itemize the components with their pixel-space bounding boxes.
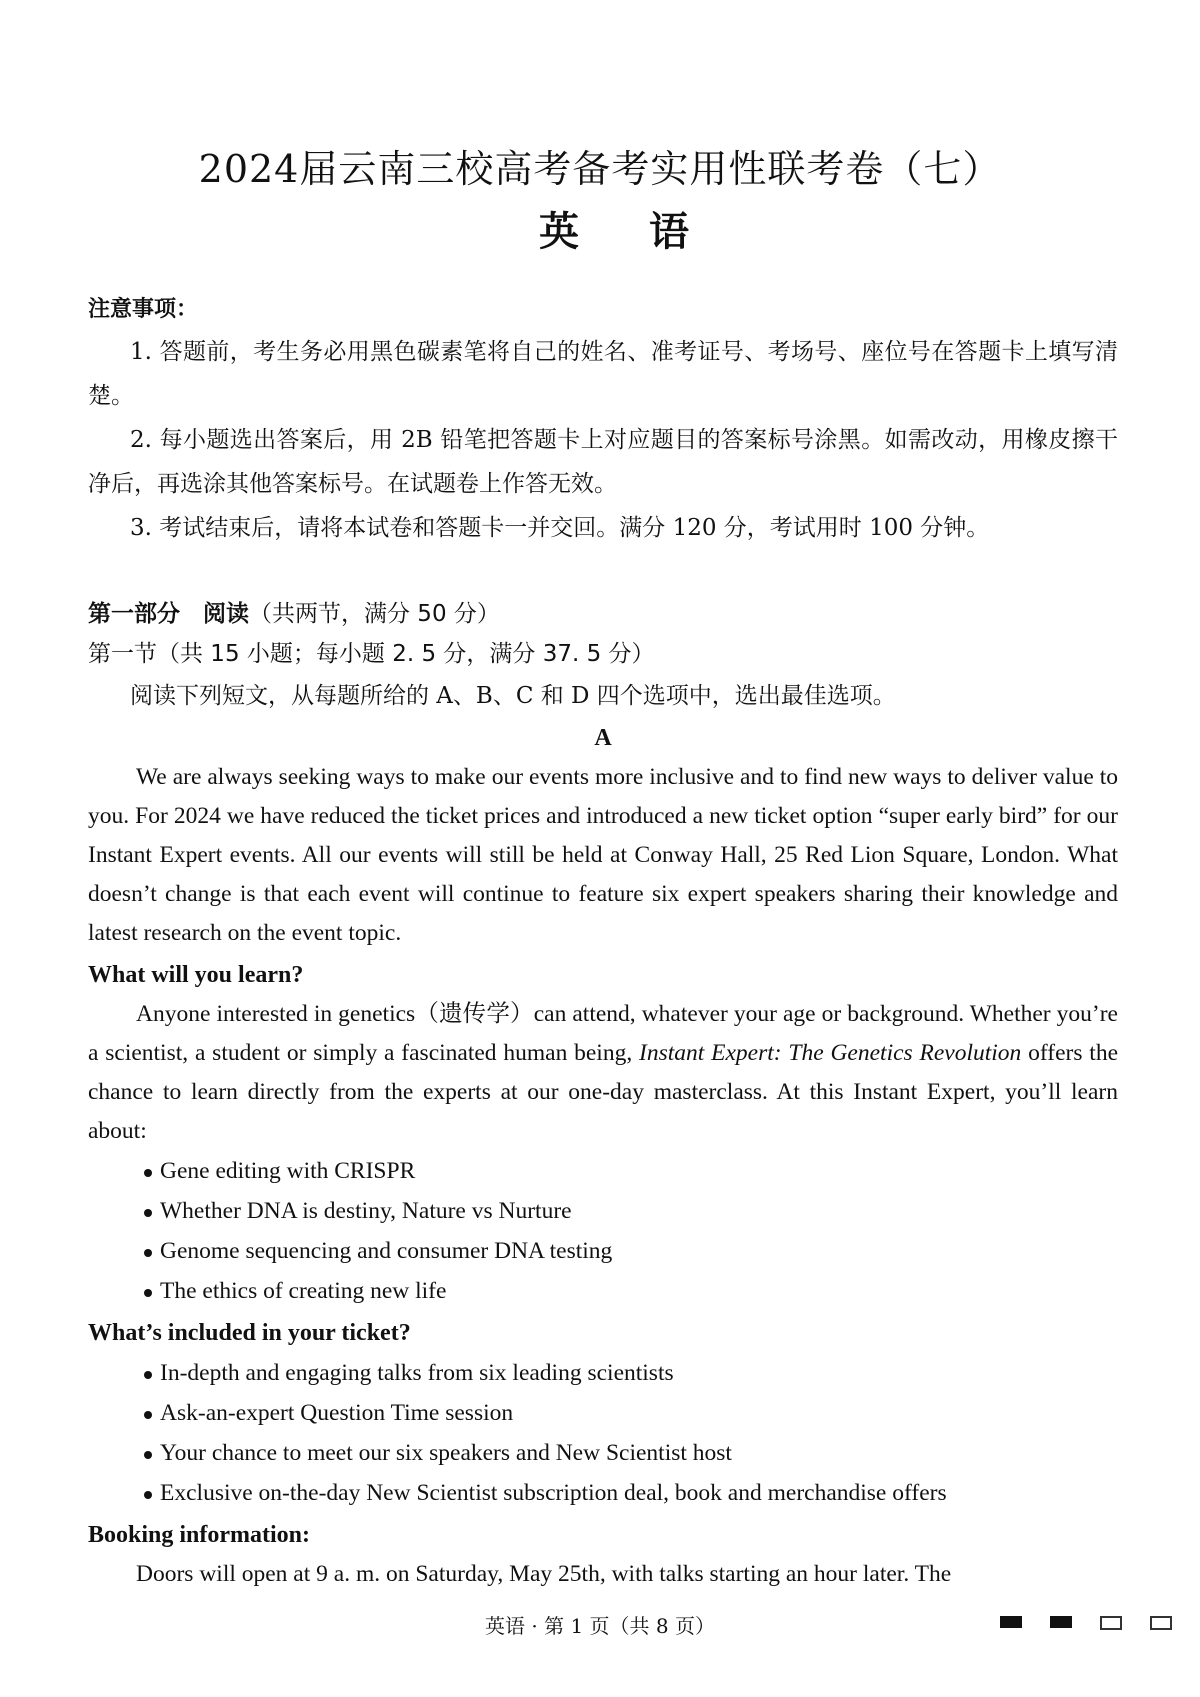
list-item-text: Gene editing with CRISPR bbox=[160, 1158, 416, 1184]
exam-title: 2024届云南三校高考备考实用性联考卷（七） bbox=[198, 147, 1002, 191]
list-item bbox=[144, 1393, 1118, 1433]
part-one bbox=[88, 594, 1118, 1594]
list-item bbox=[144, 1271, 1118, 1311]
learn-paragraph bbox=[88, 995, 1118, 1151]
bullet-icon bbox=[144, 1209, 152, 1217]
ticket-list bbox=[88, 1353, 1118, 1513]
bullet-icon bbox=[144, 1249, 152, 1257]
list-item-text: Exclusive on-the-day New Scientist subscription deal, book and merchandise offers bbox=[160, 1480, 947, 1506]
bullet-icon bbox=[144, 1491, 152, 1499]
bullet-icon bbox=[144, 1289, 152, 1297]
passage-letter: A bbox=[594, 725, 612, 751]
booking-heading: Booking information: bbox=[88, 1522, 311, 1548]
list-item bbox=[144, 1151, 1118, 1191]
bullet-icon bbox=[144, 1169, 152, 1177]
filled-mark-icon bbox=[1000, 1616, 1022, 1628]
list-item bbox=[144, 1433, 1118, 1473]
booking-paragraph: Doors will open at 9 a. m. on Saturday, May 25th, with talks starting an hour later. The bbox=[136, 1561, 952, 1587]
list-item-text: The ethics of creating new life bbox=[160, 1278, 447, 1304]
learn-paragraph-end: offers the chance to learn directly from the experts at our one-day masterclass. At this Instant Expert, you’ll learn about: bbox=[88, 1040, 1119, 1144]
note-item: 2. 每小题选出答案后，用 2B 铅笔把答题卡上对应题目的答案标号涂黑。如需改动，用橡皮擦干净后，再选涂其他答案标号。在试题卷上作答无效。 bbox=[88, 427, 1118, 497]
list-item-text: Genome sequencing and consumer DNA testing bbox=[160, 1238, 613, 1264]
list-item bbox=[144, 1353, 1118, 1393]
bullet-icon bbox=[144, 1451, 152, 1459]
open-mark-icon bbox=[1150, 1616, 1172, 1630]
notes-heading: 注意事项： bbox=[88, 297, 199, 322]
open-mark-icon bbox=[1100, 1616, 1122, 1630]
list-item-text: Whether DNA is destiny, Nature vs Nurture bbox=[160, 1198, 572, 1224]
page-footer: 英语 · 第 1 页（共 8 页） bbox=[485, 1614, 715, 1638]
event-name: Instant Expert: The Genetics Revolution bbox=[639, 1040, 1022, 1066]
note-item: 3. 考试结束后，请将本试卷和答题卡一并交回。满分 120 分，考试用时 100 分钟。 bbox=[130, 515, 990, 541]
part-heading-bold: 第一部分 阅读 bbox=[88, 601, 249, 627]
instruction: 阅读下列短文，从每题所给的 A、B、C 和 D 四个选项中，选出最佳选项。 bbox=[130, 683, 896, 709]
bullet-icon bbox=[144, 1371, 152, 1379]
filled-mark-icon bbox=[1050, 1616, 1072, 1628]
list-item-text: Ask-an-expert Question Time session bbox=[160, 1400, 514, 1426]
learn-paragraph-start: Anyone interested in genetics（遗传学）can attend, whatever your age or background. Whether you’re a scientist, a student or simply a fascinated human being, bbox=[88, 1001, 1118, 1066]
notes-section bbox=[88, 290, 1118, 550]
learn-list bbox=[88, 1151, 1118, 1311]
list-item-text: In-depth and engaging talks from six leading scientists bbox=[160, 1360, 674, 1386]
scan-marks bbox=[1000, 1616, 1200, 1630]
list-item bbox=[144, 1231, 1118, 1271]
list-item bbox=[144, 1473, 1118, 1513]
note-item: 1. 答题前，考生务必用黑色碳素笔将自己的姓名、准考证号、考场号、座位号在答题卡上填写清楚。 bbox=[88, 339, 1118, 409]
part-heading-rest: （共两节，满分 50 分） bbox=[249, 601, 500, 627]
list-item bbox=[144, 1191, 1118, 1231]
ticket-heading: What’s included in your ticket? bbox=[88, 1320, 411, 1346]
passage-body bbox=[88, 758, 1118, 1594]
part-heading bbox=[88, 594, 1118, 634]
bullet-icon bbox=[144, 1411, 152, 1419]
learn-heading: What will you learn? bbox=[88, 962, 304, 988]
list-item-text: Your chance to meet our six speakers and New Scientist host bbox=[160, 1440, 732, 1466]
passage-intro: We are always seeking ways to make our events more inclusive and to find new ways to deliver value to you. For 2024 we have reduced the ticket prices and introduced a new ticket option “super early bird” for our Instant Expert events. All our events will still be held at Conway Hall, 25 Red Lion Square, London. What doesn’t change is that each event will continue to feature six expert speakers sharing their knowledge and latest research on the event topic. bbox=[88, 764, 1118, 946]
subject-title: 英 语 bbox=[539, 208, 717, 255]
section-heading: 第一节（共 15 小题；每小题 2. 5 分，满分 37. 5 分） bbox=[88, 641, 655, 667]
